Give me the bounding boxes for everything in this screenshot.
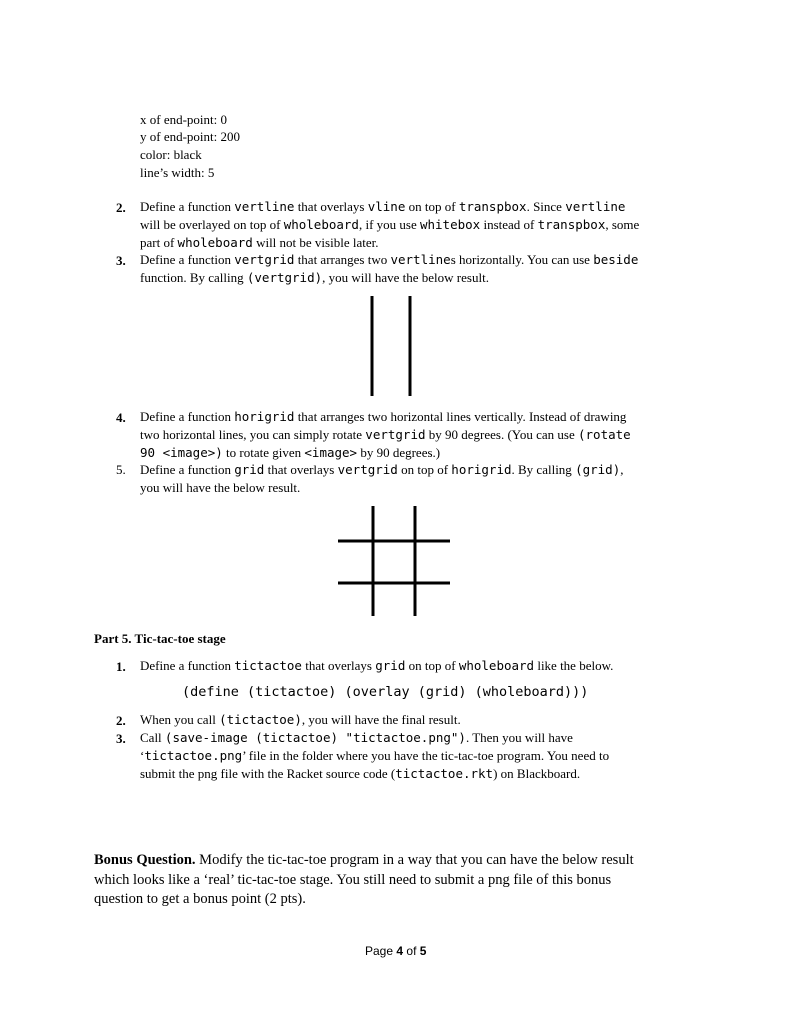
part5-item-2-line-1: When you call (tictactoe), you will have the final result. <box>140 712 461 727</box>
item-5-line-1: Define a function grid that overlays vertgrid on top of horigrid. By calling (grid), <box>140 462 624 477</box>
vertgrid-figure <box>360 296 420 398</box>
item-3-line-2: function. By calling (vertgrid), you will have the below result. <box>140 270 489 285</box>
spec-line-y: y of end-point: 200 <box>140 129 241 144</box>
spec-line-color: color: black <box>140 147 202 162</box>
bonus-line-3: question to get a bonus point (2 pts). <box>94 891 306 907</box>
item-number-3: 3. <box>116 253 126 268</box>
part5-item-3-line-1: Call (save-image (tictactoe) "tictactoe.png"). Then you will have <box>140 730 573 745</box>
part5-item-3-line-2: ‘tictactoe.png’ file in the folder where you have the tic-tac-toe program. You need to <box>140 748 610 763</box>
item-3-line-1: Define a function vertgrid that arranges two vertlines horizontally. You can use beside <box>140 252 639 267</box>
part5-heading: Part 5. Tic-tac-toe stage <box>94 631 226 646</box>
page-footer: Page 4 of 5 <box>365 944 427 958</box>
item-2-line-3: part of wholeboard will not be visible later. <box>140 235 379 250</box>
spec-line-width: line’s width: 5 <box>140 165 215 180</box>
item-4-line-2: two horizontal lines, you can simply rotate vertgrid by 90 degrees. (You can use (rotate <box>140 427 631 442</box>
grid-figure <box>338 506 452 618</box>
item-number-5: 5. <box>116 462 126 477</box>
item-4-line-3: 90 <image>) to rotate given <image> by 90 degrees.) <box>140 445 441 460</box>
part5-item-number-1: 1. <box>116 659 126 674</box>
part5-item-3-line-3: submit the png file with the Racket source code (tictactoe.rkt) on Blackboard. <box>140 766 581 781</box>
item-2-line-1: Define a function vertline that overlays vline on top of transpbox. Since vertline <box>140 199 626 214</box>
part5-item-number-2: 2. <box>116 713 126 728</box>
item-number-4: 4. <box>116 410 126 425</box>
item-4-line-1: Define a function horigrid that arranges two horizontal lines vertically. Instead of drawing <box>140 409 627 424</box>
item-5-line-2: you will have the below result. <box>140 480 301 495</box>
item-2-line-2: will be overlayed on top of wholeboard, if you use whitebox instead of transpbox, some <box>140 217 640 232</box>
bonus-line-1: Bonus Question. Modify the tic-tac-toe program in a way that you can have the below result <box>94 852 634 868</box>
bonus-line-2: which looks like a ‘real’ tic-tac-toe stage. You still need to submit a png file of this bonus <box>94 872 612 888</box>
part5-item-1-line-1: Define a function tictactoe that overlays grid on top of wholeboard like the below. <box>140 658 614 673</box>
bonus-label: Bonus Question. <box>94 852 196 868</box>
item-number-2: 2. <box>116 200 126 215</box>
part5-item-number-3: 3. <box>116 731 126 746</box>
tictactoe-code: (define (tictactoe) (overlay (grid) (wholeboard))) <box>182 684 589 700</box>
spec-line-x: x of end-point: 0 <box>140 112 228 127</box>
